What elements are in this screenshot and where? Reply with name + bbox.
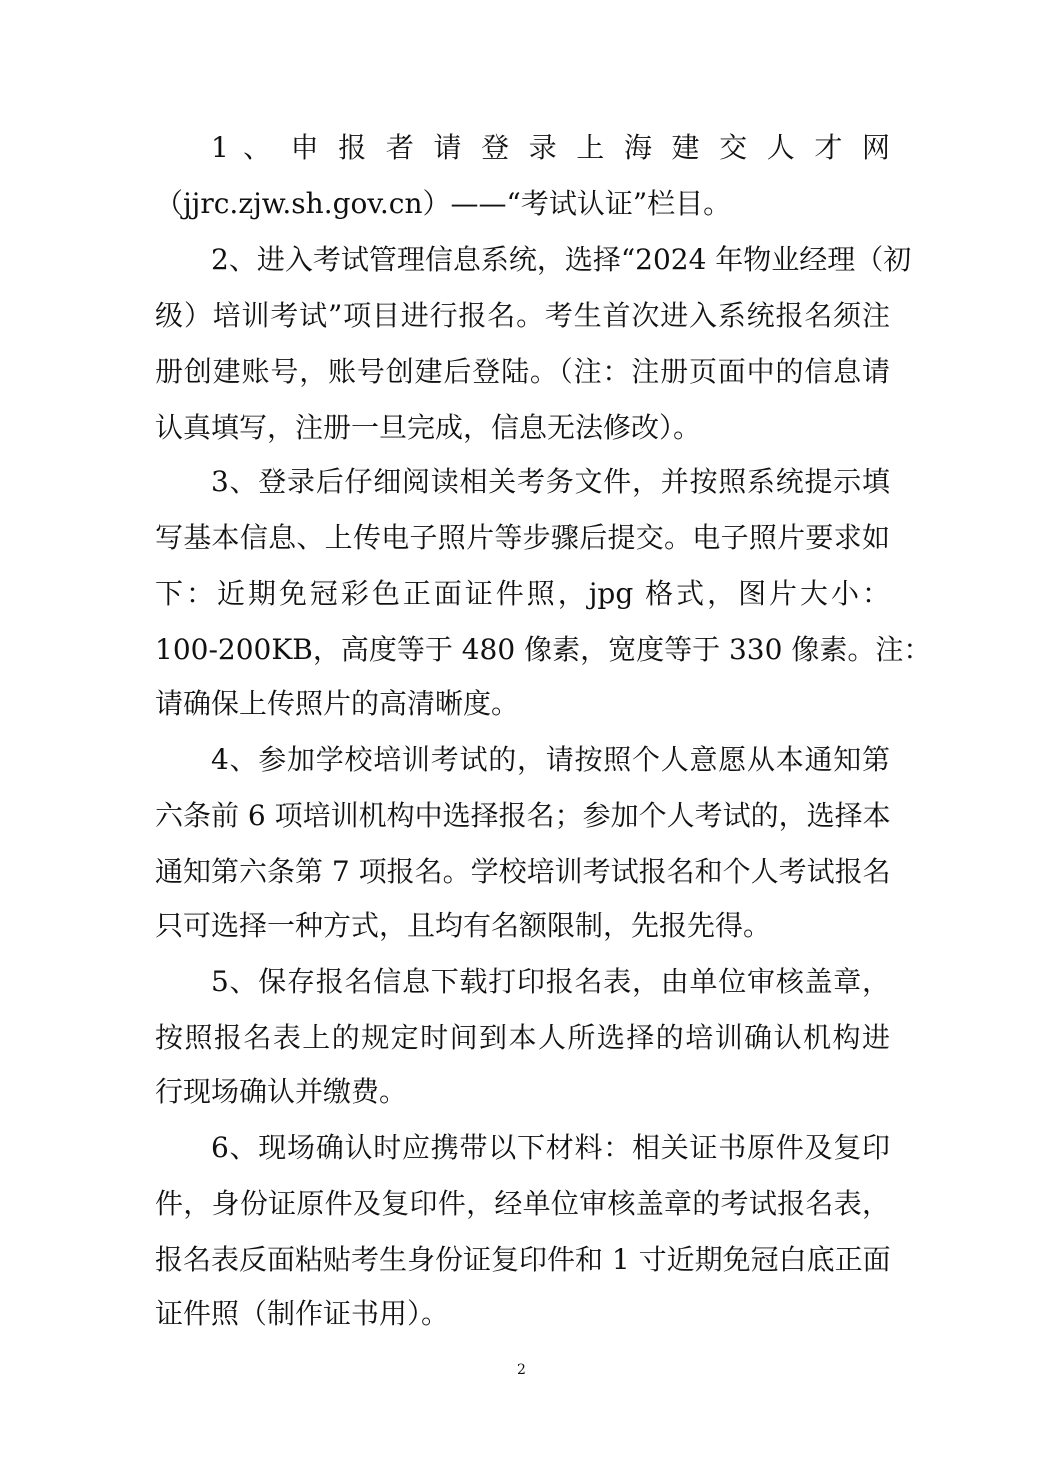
paragraph-line: 2、进入考试管理信息系统，选择“2024 年物业经理（初 [211,243,912,276]
paragraph-line: 5、保存报名信息下载打印报名表，由单位审核盖章， [211,965,890,998]
paragraph-line: 级）培训考试”项目进行报名。考生首次进入系统报名须注 [155,299,890,332]
paragraph-line: 册创建账号，账号创建后登陆。（注：注册页面中的信息请 [155,355,890,388]
paragraph-line: 六条前 6 项培训机构中选择报名；参加个人考试的，选择本 [155,799,891,832]
paragraph-line: 按照报名表上的规定时间到本人所选择的培训确认机构进 [155,1021,890,1054]
paragraph-line: 报名表反面粘贴考生身份证复印件和 1 寸近期免冠白底正面 [155,1243,891,1276]
page-number: 2 [517,1362,526,1378]
paragraph-line: 请确保上传照片的高清晰度。 [155,687,520,720]
paragraph-line: （jjrc.zjw.sh.gov.cn）——“考试认证”栏目。 [155,187,732,220]
paragraph-line: 认真填写，注册一旦完成，信息无法修改）。 [155,411,702,444]
paragraph-line: 只可选择一种方式，且均有名额限制，先报先得。 [155,909,772,942]
paragraph-line: 3、登录后仔细阅读相关考务文件，并按照系统提示填 [211,465,890,498]
paragraph-line: 行现场确认并缴费。 [155,1075,408,1108]
paragraph-line: 100-200KB，高度等于 480 像素，宽度等于 330 像素。注： [155,633,932,666]
paragraph-line: 证件照（制作证书用）。 [155,1297,450,1330]
paragraph-line: 写基本信息、上传电子照片等步骤后提交。电子照片要求如 [155,521,890,554]
paragraph-line: 6、现场确认时应携带以下材料：相关证书原件及复印 [211,1131,890,1164]
paragraph-line: 1 、 申 报 者 请 登 录 上 海 建 交 人 才 网 [211,131,890,164]
paragraph-line: 4、参加学校培训考试的，请按照个人意愿从本通知第 [211,743,890,776]
paragraph-line: 下：近期免冠彩色正面证件照，jpg 格式，图片大小： [155,577,890,610]
paragraph-line: 通知第六条第 7 项报名。学校培训考试报名和个人考试报名 [155,855,891,888]
paragraph-line: 件，身份证原件及复印件，经单位审核盖章的考试报名表， [155,1187,890,1220]
